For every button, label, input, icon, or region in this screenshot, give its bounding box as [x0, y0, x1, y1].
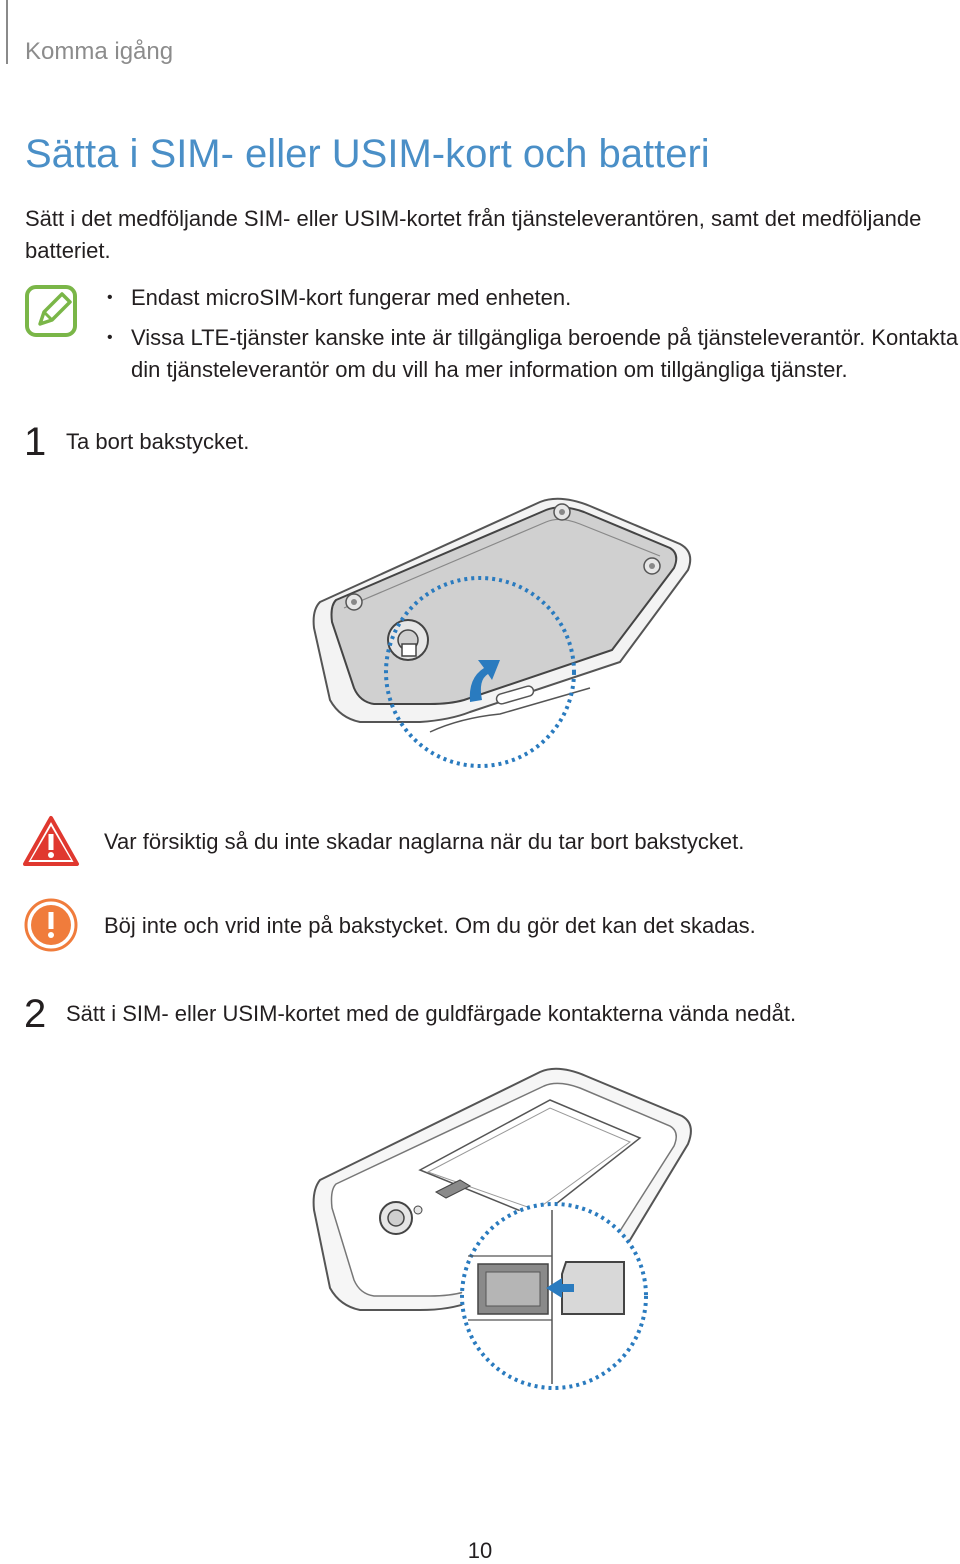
intro-paragraph: Sätt i det medföljande SIM- eller USIM-kortet från tjänsteleverantören, samt det medföljande batteriet. — [25, 206, 922, 263]
page-number: 10 — [467, 1538, 493, 1563]
sim-insert-illustration — [300, 1060, 700, 1400]
step-text: Ta bort bakstycket. — [66, 429, 250, 454]
note-bullet: • Endast microSIM-kort fungerar med enheten. — [131, 282, 960, 314]
caution-circle-icon — [24, 898, 78, 952]
note-bullet: • Vissa LTE-tjänster kanske inte är tillgängliga beroende på tjänsteleverantör. Kontakta din tjänsteleverantör om du vill ha mer information om tillgängliga tjänster. — [131, 322, 960, 386]
section-header: Komma igång — [25, 38, 174, 65]
page-edge-line — [6, 0, 8, 64]
step-text: Sätt i SIM- eller USIM-kortet med de guldfärgade kontakterna vända nedåt. — [66, 1001, 797, 1026]
caution-text: Böj inte och vrid inte på bakstycket. Om du gör det kan det skadas. — [104, 913, 756, 938]
warning-triangle-icon — [22, 814, 80, 868]
note-pencil-icon — [24, 284, 78, 338]
step-number: 1 — [24, 420, 47, 464]
back-cover-illustration — [300, 482, 700, 782]
warning-text: Var försiktig så du inte skadar naglarna när du tar bort bakstycket. — [104, 829, 745, 854]
step-number: 2 — [24, 992, 47, 1036]
page-title: Sätta i SIM- eller USIM-kort och batteri — [25, 132, 710, 176]
